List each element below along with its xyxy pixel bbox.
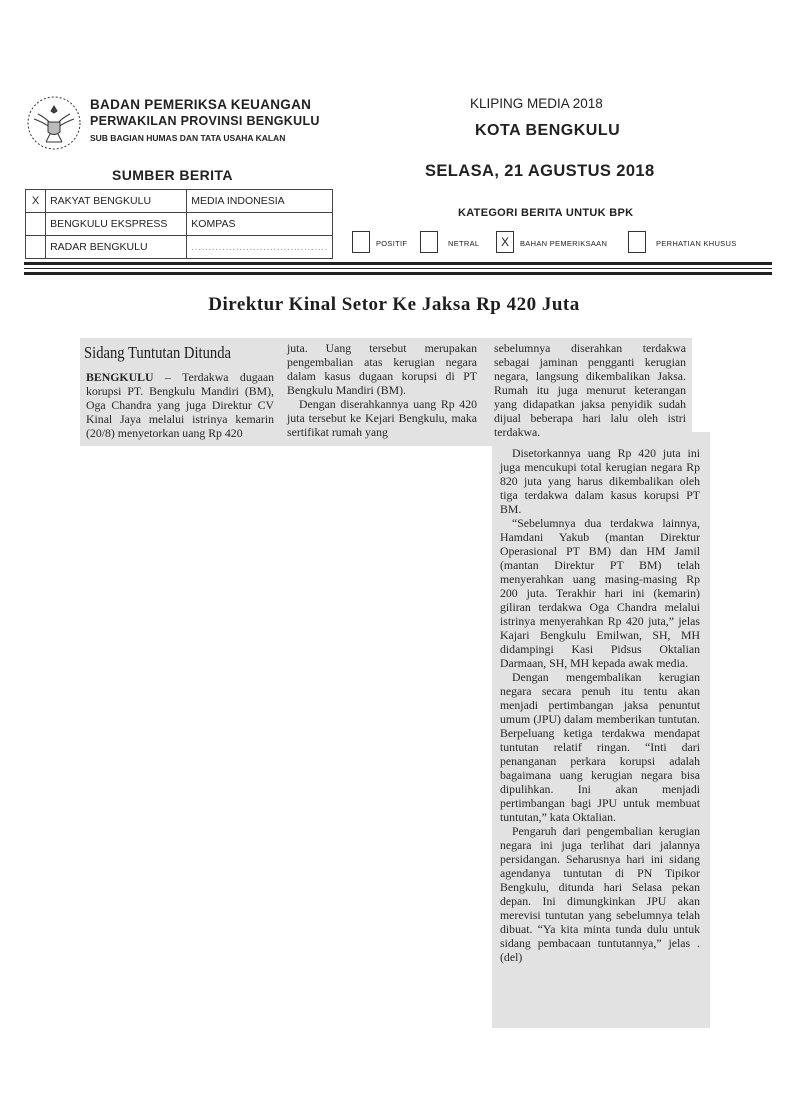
category-checkbox-positif xyxy=(352,231,370,253)
article-subhead: Sidang Tuntutan Ditunda xyxy=(84,343,232,362)
org-subdivision: SUB BAGIAN HUMAS DAN TATA USAHA KALAN xyxy=(90,133,286,143)
article-dateline: BENGKULU xyxy=(86,370,154,384)
source-name: RAKYAT BENGKULU xyxy=(46,190,187,213)
article-paragraph: Pengaruh dari pengembalian kerugian negara ini juga terlihat dari jalannya persidangan. Seharusnya hari ini sidang agendanya tuntutan di PN Tipikor Bengkulu, ditunda hari Selasa pekan depan. Ini dimungkinkan JPU akan merevisi tuntutan yang sebelumnya telah dibuat. “Ya kita minta tunda dulu untuk sidang pembacaan tuntutannya,” jelas . (del) xyxy=(500,824,700,964)
org-name: BADAN PEMERIKSA KEUANGAN xyxy=(90,97,312,112)
source-row xyxy=(26,213,333,236)
source-table xyxy=(25,189,333,259)
source-row xyxy=(26,236,333,259)
category-heading: KATEGORI BERITA UNTUK BPK xyxy=(458,207,634,219)
source-heading: SUMBER BERITA xyxy=(112,167,233,183)
article-headline: Direktur Kinal Setor Ke Jaksa Rp 420 Juta xyxy=(208,294,580,315)
city-title: KOTA BENGKULU xyxy=(475,122,621,139)
garuda-logo xyxy=(24,94,84,152)
source-other: KOMPAS xyxy=(187,213,333,236)
article-column-2 xyxy=(287,341,477,439)
article-column-1 xyxy=(86,370,274,440)
article-column-3 xyxy=(494,341,686,439)
article-paragraph: Disetorkannya uang Rp 420 juta ini juga mencukupi total kerugian negara Rp 820 juta yang harus dikembalikan oleh tiga terdakwa dalam kasus korupsi PT BM. xyxy=(500,446,700,516)
source-check xyxy=(26,236,46,259)
source-other: MEDIA INDONESIA xyxy=(187,190,333,213)
org-branch: PERWAKILAN PROVINSI BENGKULU xyxy=(90,114,320,128)
article-paragraph: Dengan diserahkannya uang Rp 420 juta tersebut ke Kejari Bengkulu, maka sertifikat rumah yang xyxy=(287,397,477,439)
source-name: BENGKULU EKSPRESS xyxy=(46,213,187,236)
category-label-netral: NETRAL xyxy=(448,239,480,248)
divider-rule xyxy=(24,262,772,265)
category-checkbox-bahan: X xyxy=(496,231,514,253)
category-label-bahan: BAHAN PEMERIKSAAN xyxy=(520,239,608,248)
source-name: RADAR BENGKULU xyxy=(46,236,187,259)
kliping-title: KLIPING MEDIA 2018 xyxy=(470,96,603,111)
article-paragraph: sebelumnya diserahkan terdakwa sebagai jaminan pengganti kerugian negara, langsung dikembalikan Jaksa. Rumah itu juga menurut keterangan yang didapatkan jaksa penyidik sudah dijual beberapa hari lalu oleh istri terdakwa. xyxy=(494,341,686,439)
article-column-4 xyxy=(500,446,700,964)
article-paragraph: juta. Uang tersebut merupakan pengembalian atas kerugian negara dalam kasus dugaan korupsi di PT Bengkulu Mandiri (BM). xyxy=(287,341,477,397)
source-row xyxy=(26,190,333,213)
divider-rule xyxy=(24,268,772,269)
date-heading: SELASA, 21 AGUSTUS 2018 xyxy=(425,162,655,180)
article-paragraph: – Terdakwa dugaan korupsi PT. Bengkulu Mandiri (BM), Oga Chandra yang juga Direktur CV Kinal Jaya melalui istrinya kemarin (20/8) menyetorkan uang Rp 420 xyxy=(86,370,274,440)
article-paragraph: Dengan mengembalikan kerugian negara secara penuh itu tentu akan menjadi pertimbangan jaksa penuntut umum (JPU) dalam memberikan tuntutan. Berpeluang ketiga terdakwa mendapat tuntutan relatif ringan. “Inti dari penanganan perkara korupsi adalah bagaimana uang kerugian negara bisa dipulihkan. Ini akan menjadi pertimbangan bagi JPU untuk membuat tuntutan,” kata Oktalian. xyxy=(500,670,700,824)
category-label-perhatian: PERHATIAN KHUSUS xyxy=(656,239,737,248)
source-other: ........................................ xyxy=(187,236,333,259)
source-check xyxy=(26,213,46,236)
category-label-positif: POSITIF xyxy=(376,239,408,248)
category-checkbox-perhatian xyxy=(628,231,646,253)
source-check: X xyxy=(26,190,46,213)
category-checkbox-netral xyxy=(420,231,438,253)
divider-rule xyxy=(24,272,772,275)
article-paragraph: “Sebelumnya dua terdakwa lainnya, Hamdani Yakub (mantan Direktur Operasional PT BM) dan HM Jamil (mantan Direktur PT BM) telah menyerahkan uang masing-masing Rp 200 juta. Terakhir hari ini (kemarin) giliran terdakwa Oga Chandra melalui istrinya menyerahkan Rp 420 juta,” jelas Kajari Bengkulu Emilwan, SH, MH didampingi Kasi Pidsus Oktalian Darmaan, SH, MH kepada awak media. xyxy=(500,516,700,670)
